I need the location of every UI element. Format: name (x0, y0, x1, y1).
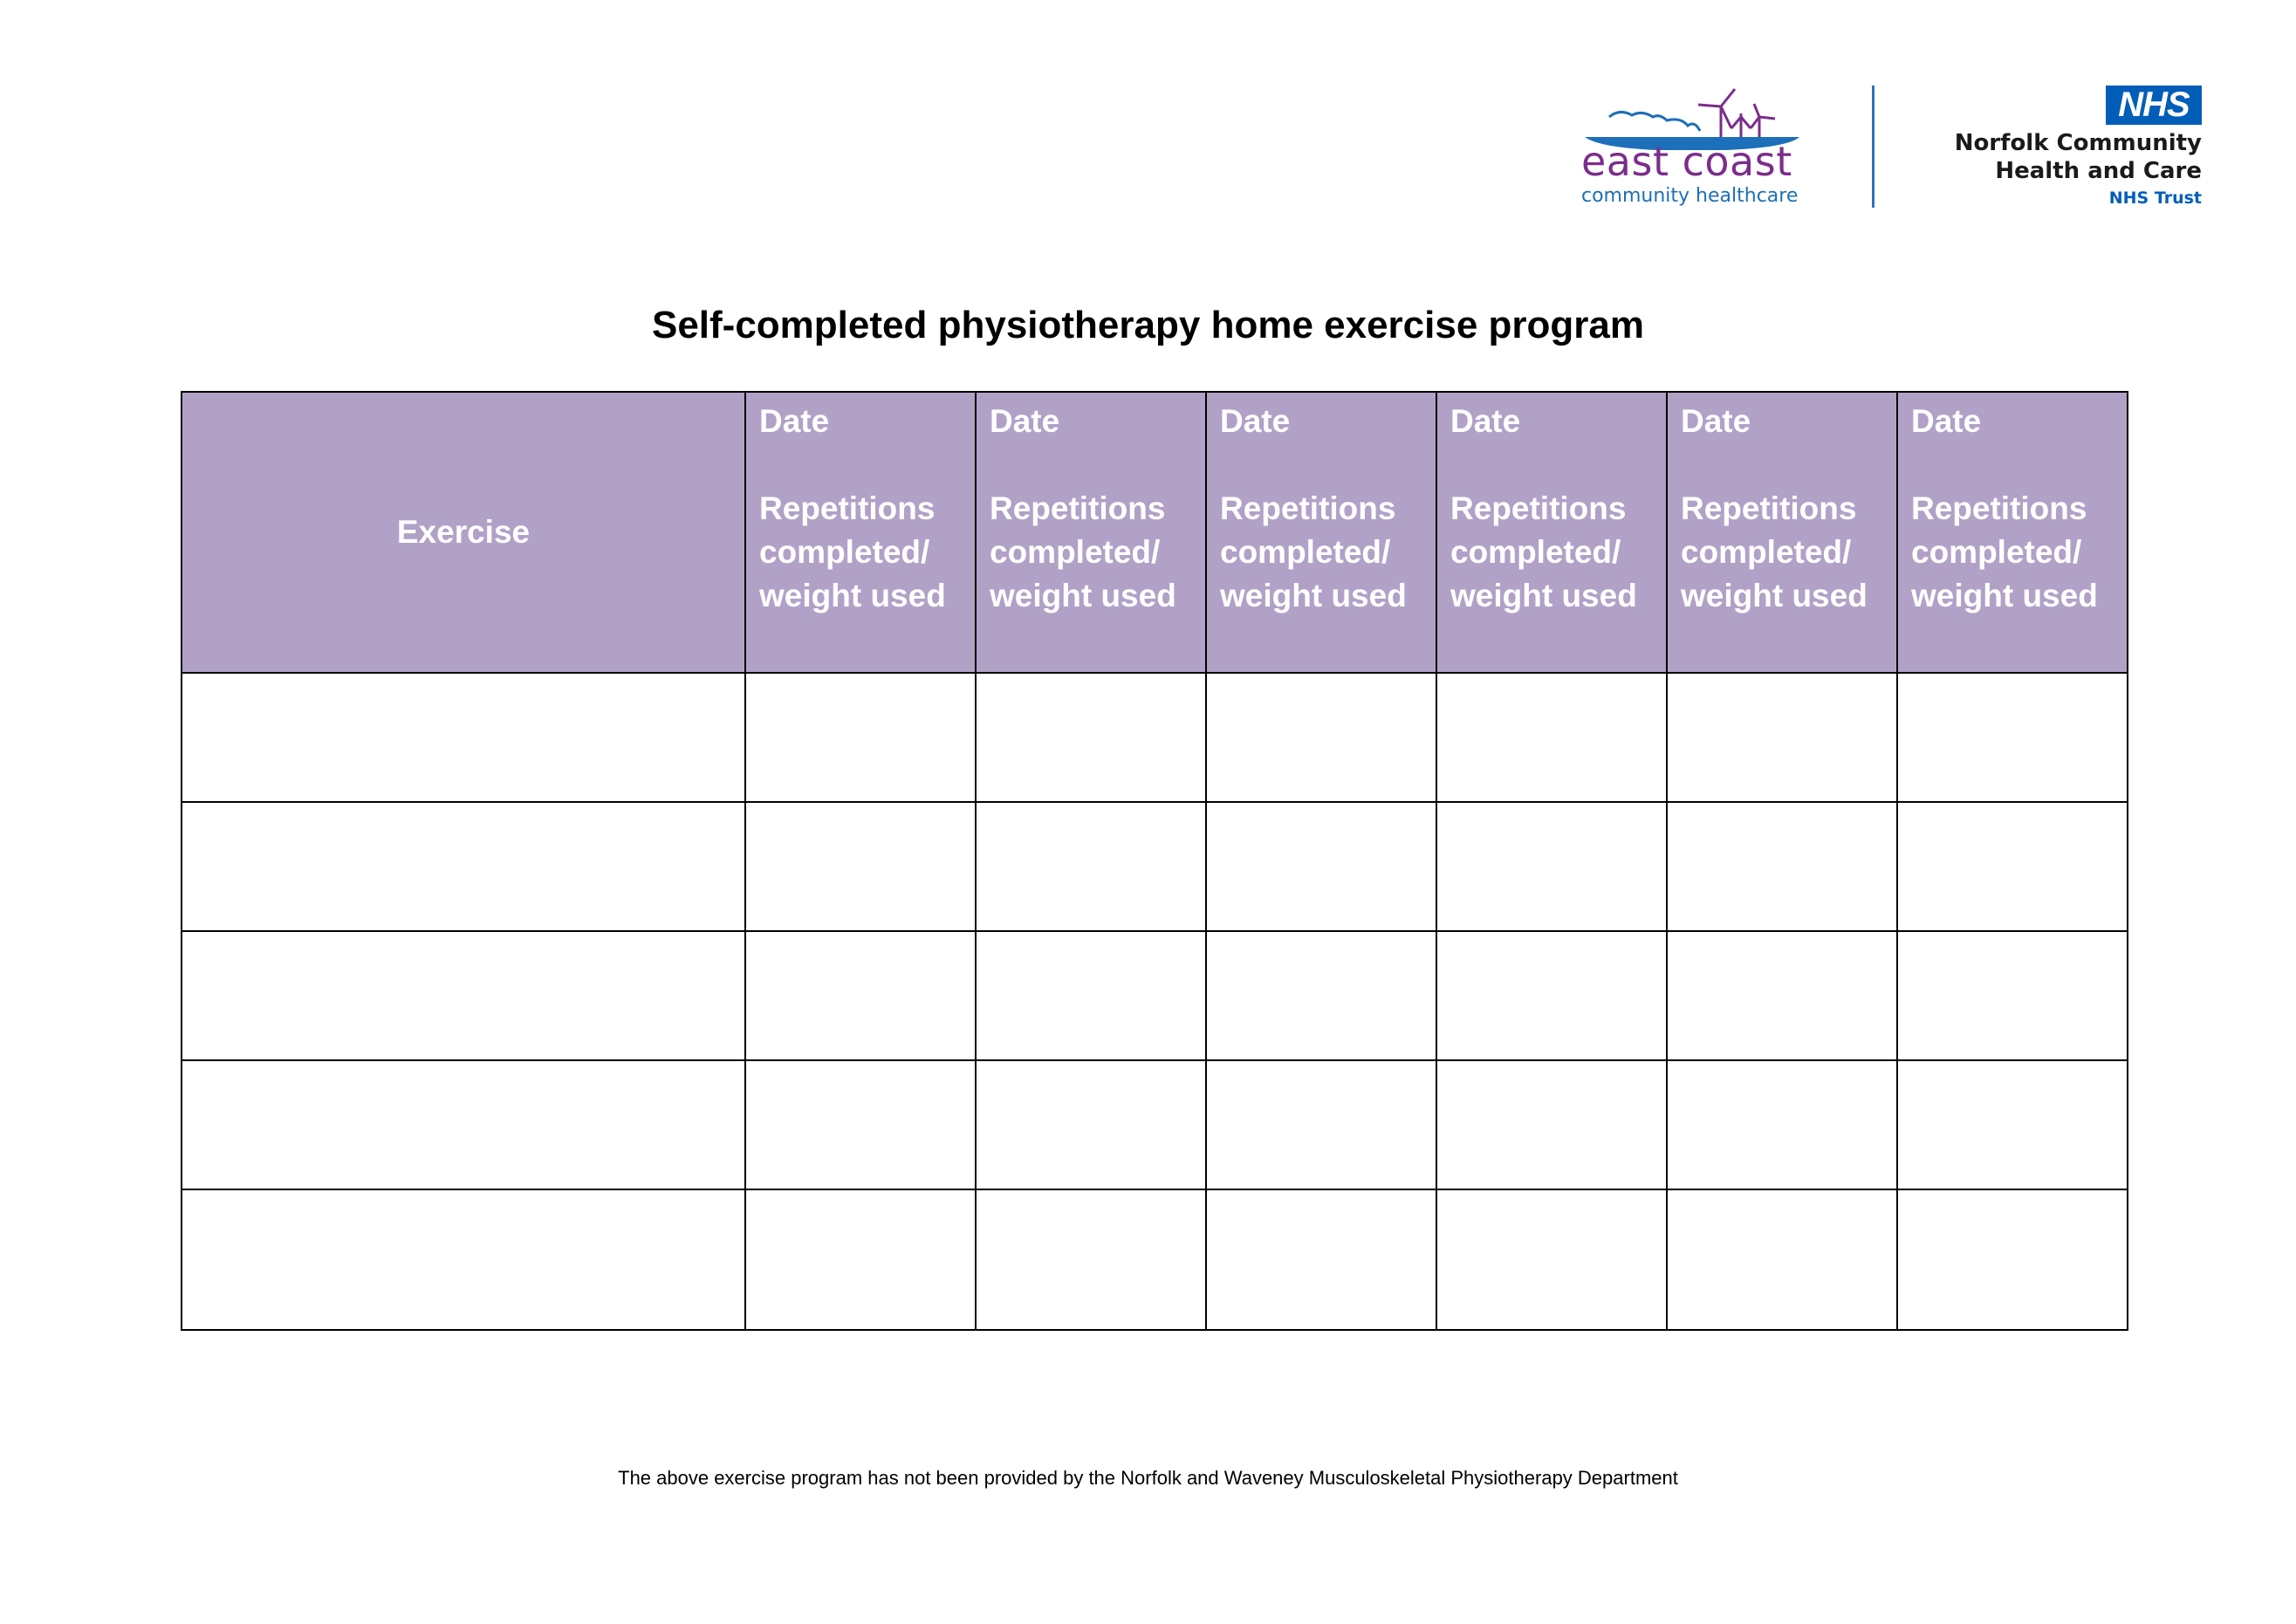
repetitions-label: Repetitions completed/ weight used (759, 490, 946, 613)
date-column-header (1436, 392, 1667, 673)
date-label: Date (1450, 403, 1521, 439)
date-column-header (1206, 392, 1436, 673)
nhs-org-line-1: Norfolk Community (1954, 130, 2202, 156)
wind-turbines-icon (1698, 89, 1775, 137)
entry-cell[interactable] (1206, 1060, 1436, 1189)
repetitions-label: Repetitions completed/ weight used (1220, 490, 1407, 613)
entry-cell[interactable] (1206, 1189, 1436, 1330)
nhs-trust-label: NHS Trust (2108, 188, 2202, 208)
entry-cell[interactable] (745, 802, 976, 931)
date-label: Date (1681, 403, 1751, 439)
date-label: Date (1911, 403, 1982, 439)
entry-cell[interactable] (1897, 673, 2128, 802)
table-row (182, 673, 2128, 802)
table-row (182, 1189, 2128, 1330)
east-coast-name: east coast (1581, 138, 1792, 185)
table-header-row (182, 392, 2128, 673)
entry-cell[interactable] (745, 931, 976, 1060)
date-label: Date (990, 403, 1060, 439)
repetitions-label: Repetitions completed/ weight used (990, 490, 1176, 613)
date-column-header (976, 392, 1206, 673)
table-row (182, 802, 2128, 931)
clouds-icon (1609, 112, 1700, 131)
entry-cell[interactable] (1897, 931, 2128, 1060)
entry-cell[interactable] (1436, 802, 1667, 931)
page-title: Self-completed physiotherapy home exercise program (651, 304, 1645, 346)
nhs-badge-logo: NHS (2106, 86, 2202, 125)
entry-cell[interactable] (976, 802, 1206, 931)
repetitions-label: Repetitions completed/ weight used (1450, 490, 1637, 613)
footer-disclaimer: The above exercise program has not been provided by the Norfolk and Waveney Musculoskeletal Physiotherapy Department (618, 1467, 1678, 1489)
date-label: Date (1220, 403, 1291, 439)
entry-cell[interactable] (976, 931, 1206, 1060)
entry-cell[interactable] (1667, 1060, 1897, 1189)
repetitions-label: Repetitions completed/ weight used (1911, 490, 2098, 613)
entry-cell[interactable] (1206, 802, 1436, 931)
entry-cell[interactable] (1897, 1189, 2128, 1330)
entry-cell[interactable] (1667, 673, 1897, 802)
entry-cell[interactable] (1436, 673, 1667, 802)
date-label: Date (759, 403, 830, 439)
date-column-header (1897, 392, 2128, 673)
table-row (182, 931, 2128, 1060)
exercise-cell[interactable] (182, 931, 745, 1060)
exercise-column-header: Exercise (182, 392, 745, 673)
entry-cell[interactable] (1206, 931, 1436, 1060)
entry-cell[interactable] (745, 1060, 976, 1189)
date-column-header (1667, 392, 1897, 673)
entry-cell[interactable] (745, 1189, 976, 1330)
exercise-cell[interactable] (182, 1060, 745, 1189)
exercise-cell[interactable] (182, 1189, 745, 1330)
entry-cell[interactable] (1897, 1060, 2128, 1189)
entry-cell[interactable] (1436, 931, 1667, 1060)
east-coast-logo (1576, 80, 1803, 213)
entry-cell[interactable] (1897, 802, 2128, 931)
east-coast-subtitle: community healthcare (1581, 185, 1799, 207)
nhs-organisation-name (1955, 129, 2202, 185)
entry-cell[interactable] (1667, 931, 1897, 1060)
entry-cell[interactable] (976, 1189, 1206, 1330)
entry-cell[interactable] (1667, 1189, 1897, 1330)
logo-divider (1872, 86, 1874, 208)
entry-cell[interactable] (1436, 1060, 1667, 1189)
nhs-org-line-2: Health and Care (1995, 158, 2202, 184)
exercise-cell[interactable] (182, 673, 745, 802)
exercise-log-table (181, 391, 2128, 1331)
date-column-header (745, 392, 976, 673)
entry-cell[interactable] (976, 673, 1206, 802)
entry-cell[interactable] (1436, 1189, 1667, 1330)
entry-cell[interactable] (976, 1060, 1206, 1189)
entry-cell[interactable] (1667, 802, 1897, 931)
exercise-cell[interactable] (182, 802, 745, 931)
table-row (182, 1060, 2128, 1189)
entry-cell[interactable] (1206, 673, 1436, 802)
repetitions-label: Repetitions completed/ weight used (1681, 490, 1868, 613)
entry-cell[interactable] (745, 673, 976, 802)
